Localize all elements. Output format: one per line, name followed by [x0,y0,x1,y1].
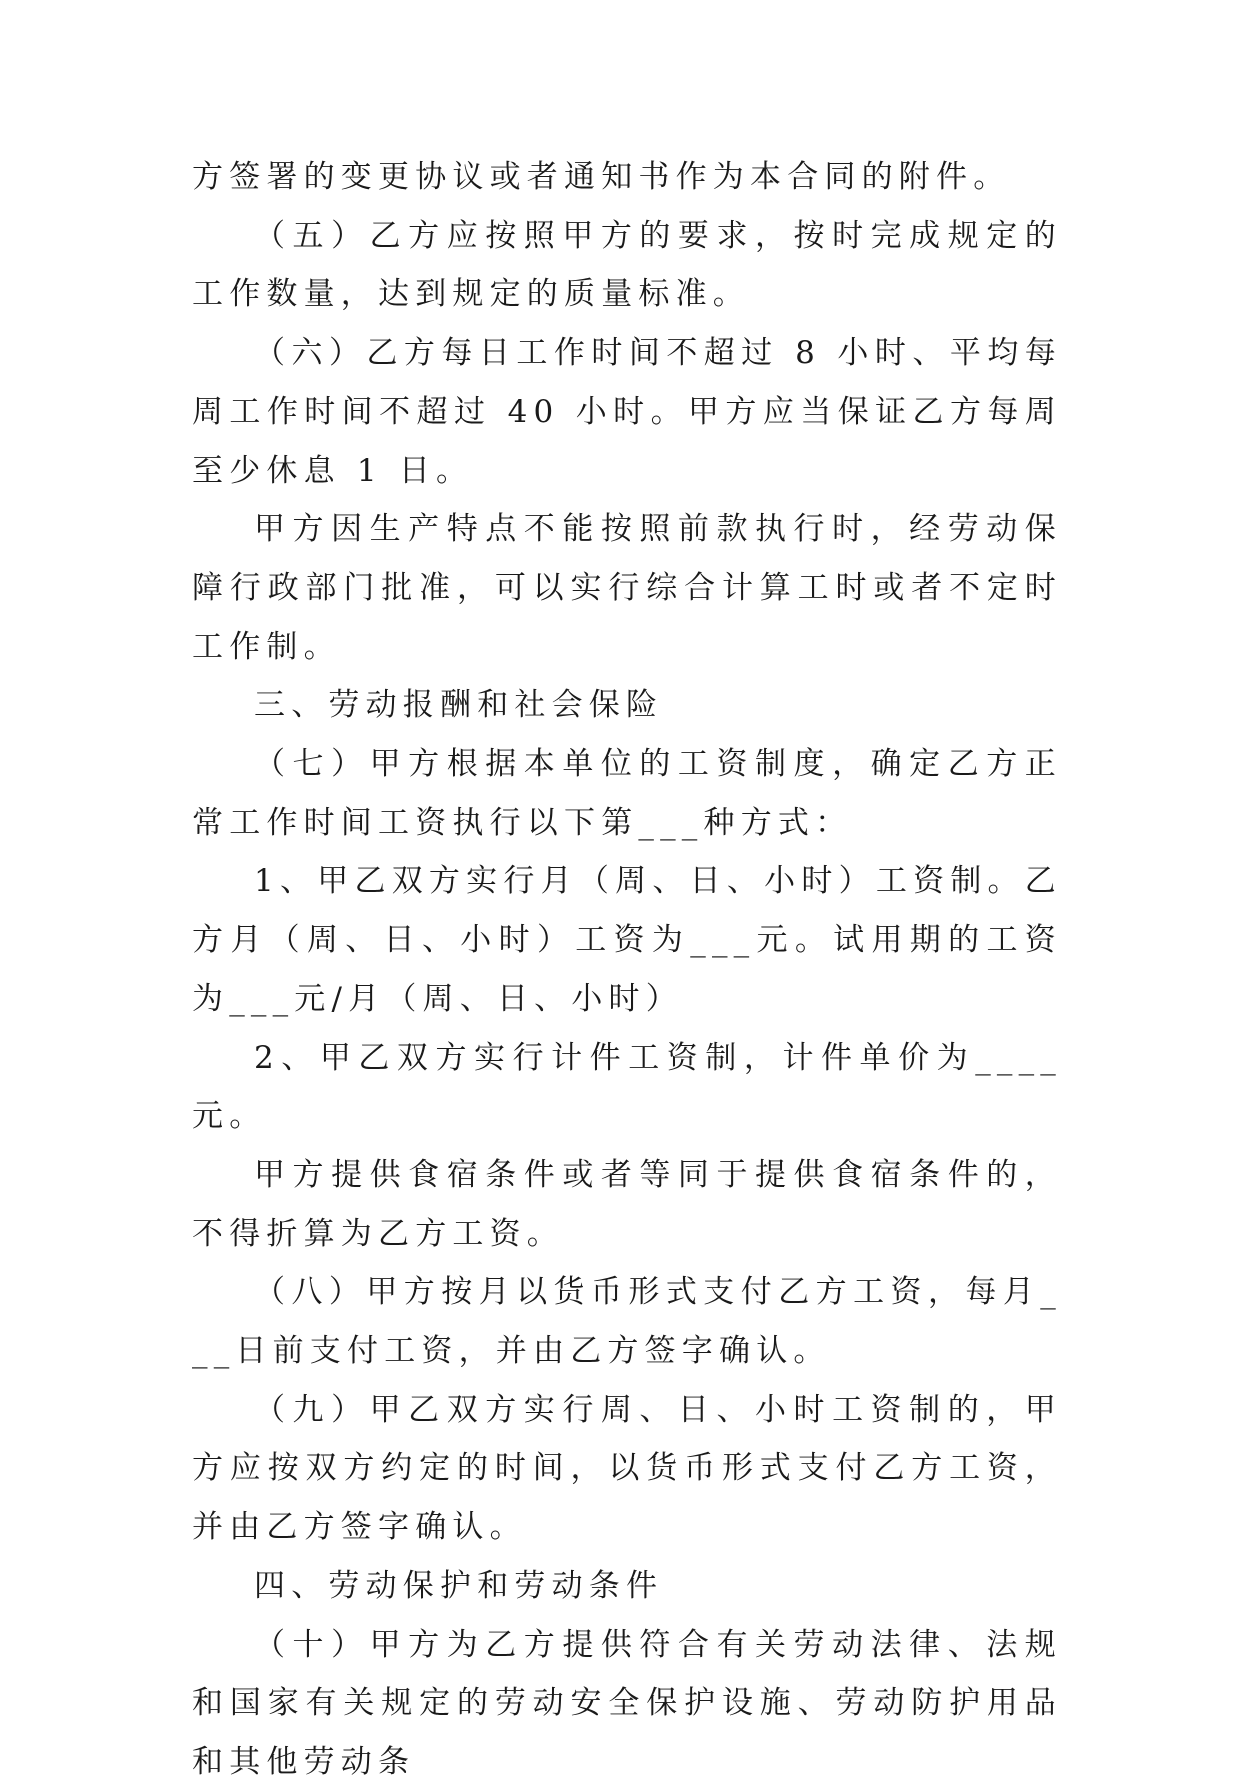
paragraph-clause-5: （五）乙方应按照甲方的要求，按时完成规定的工作数量，达到规定的质量标准。 [192,217,1062,313]
paragraph-clause-9: （九）甲乙双方实行周、日、小时工资制的，甲方应按双方约定的时间，以货币形式支付乙方工资，并由乙方签字确认。 [192,1391,1062,1546]
paragraph-clause-7-option-2: 2、甲乙双方实行计件工资制，计件单价为____元。 [192,1039,1062,1135]
paragraph-clause-6: （六）乙方每日工作时间不超过 8 小时、平均每周工作时间不超过 40 小时。甲方应当保证乙方每周至少休息 1 日。 [192,335,1062,489]
paragraph-clause-6-exception: 甲方因生产特点不能按照前款执行时，经劳动保障行政部门批准，可以实行综合计算工时或者不定时工作制。 [192,511,1062,665]
paragraph-board-lodging: 甲方提供食宿条件或者等同于提供食宿条件的，不得折算为乙方工资。 [192,1156,1062,1252]
document-body [192,148,1062,1792]
paragraph-clause-7: （七）甲方根据本单位的工资制度，确定乙方正常工作时间工资执行以下第___种方式： [192,746,1062,841]
paragraph-clause-7-option-1: 1、甲乙双方实行月（周、日、小时）工资制。乙方月（周、日、小时）工资为___元。试用期的工资为___元/月（周、日、小时） [192,863,1062,1017]
paragraph-continuation: 方签署的变更协议或者通知书作为本合同的附件。 [192,159,1011,195]
paragraph-clause-10: （十）甲方为乙方提供符合有关劳动法律、法规和国家有关规定的劳动安全保护设施、劳动防护用品和其他劳动条 [192,1626,1062,1780]
section-heading-3: 三、劳动报酬和社会保险 [254,687,664,724]
section-heading-4: 四、劳动保护和劳动条件 [254,1567,664,1604]
paragraph-clause-8: （八）甲方按月以货币形式支付乙方工资，每月___日前支付工资，并由乙方签字确认。 [192,1274,1062,1370]
